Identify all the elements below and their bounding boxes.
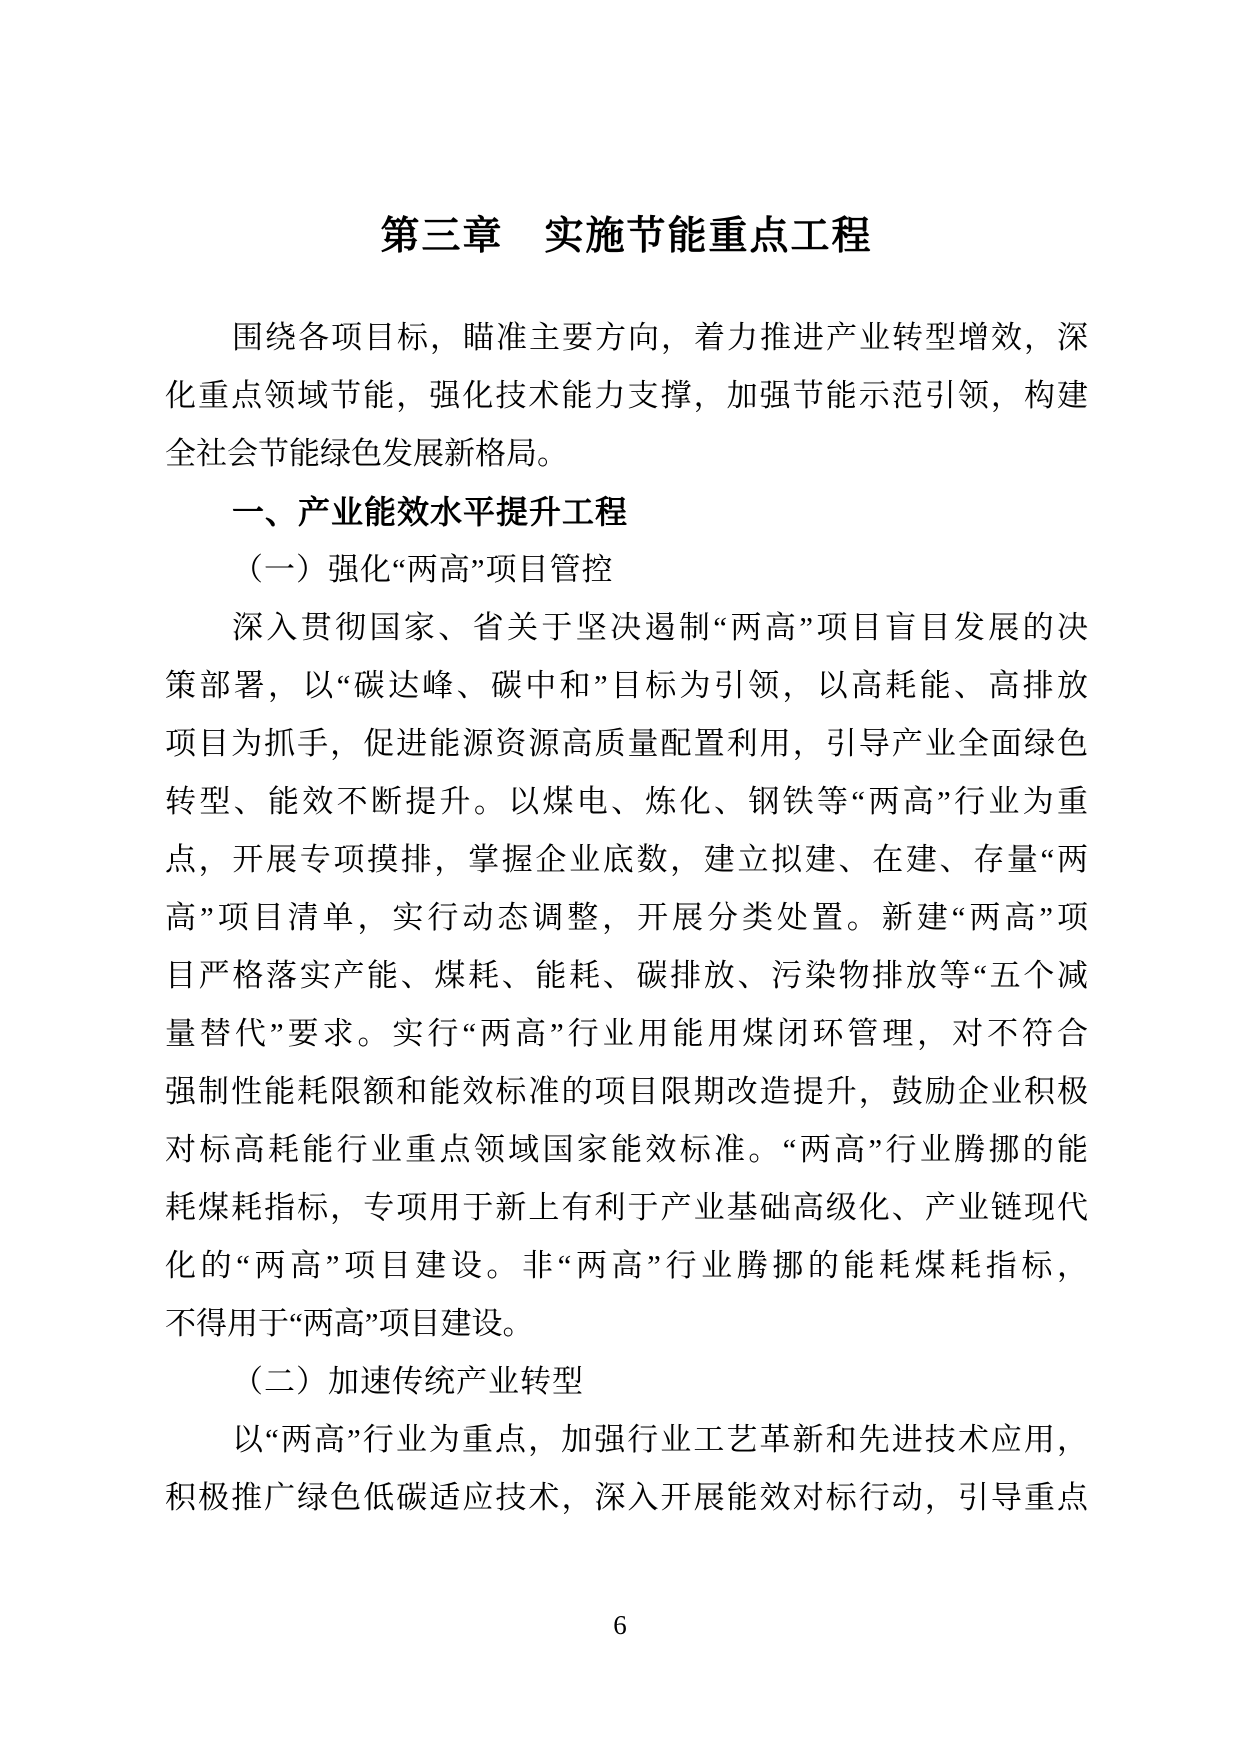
subsection-heading: （一）强化“两高”项目管控: [232, 552, 614, 587]
section-heading: 一、产业能效水平提升工程: [232, 494, 629, 530]
paragraph-line: 策部署，以“碳达峰、碳中和”目标为引领，以高耗能、高排放: [165, 668, 1088, 703]
paragraph-line: 点，开展专项摸排，掌握企业底数，建立拟建、在建、存量“两: [165, 842, 1088, 877]
paragraph-line: 转型、能效不断提升。以煤电、炼化、钢铁等“两高”行业为重: [165, 784, 1088, 819]
paragraph-line: 化的“两高”项目建设。非“两高”行业腾挪的能耗煤耗指标，: [165, 1248, 1088, 1283]
paragraph-line: 深入贯彻国家、省关于坚决遏制“两高”项目盲目发展的决: [232, 610, 1088, 645]
paragraph-line: 化重点领域节能，强化技术能力支撑，加强节能示范引领，构建: [165, 378, 1088, 413]
paragraph-line: 对标高耗能行业重点领域国家能效标准。“两高”行业腾挪的能: [165, 1132, 1088, 1167]
subsection-heading: （二）加速传统产业转型: [232, 1364, 584, 1399]
text-column: [165, 309, 1088, 1527]
chapter-title: 第三章 实施节能重点工程: [380, 215, 873, 258]
paragraph-line: 耗煤耗指标，专项用于新上有利于产业基础高级化、产业链现代: [165, 1190, 1088, 1225]
paragraph-line: 目严格落实产能、煤耗、能耗、碳排放、污染物排放等“五个减: [165, 958, 1088, 993]
paragraph-line: 强制性能耗限额和能效标准的项目限期改造提升，鼓励企业积极: [165, 1074, 1088, 1109]
paragraph-line: 全社会节能绿色发展新格局。: [165, 436, 568, 471]
paragraph-line: 高”项目清单，实行动态调整，开展分类处置。新建“两高”项: [165, 900, 1088, 935]
paragraph-line: 量替代”要求。实行“两高”行业用能用煤闭环管理，对不符合: [165, 1016, 1088, 1051]
paragraph-line: 不得用于“两高”项目建设。: [165, 1306, 534, 1341]
paragraph-line: 围绕各项目标，瞄准主要方向，着力推进产业转型增效，深: [232, 320, 1088, 355]
page-number: 6: [613, 1610, 627, 1640]
paragraph-line: 以“两高”行业为重点，加强行业工艺革新和先进技术应用，: [232, 1422, 1088, 1457]
paragraph-line: 项目为抓手，促进能源资源高质量配置利用，引导产业全面绿色: [165, 726, 1088, 761]
paragraph-line: 积极推广绿色低碳适应技术，深入开展能效对标行动，引导重点: [165, 1480, 1088, 1515]
